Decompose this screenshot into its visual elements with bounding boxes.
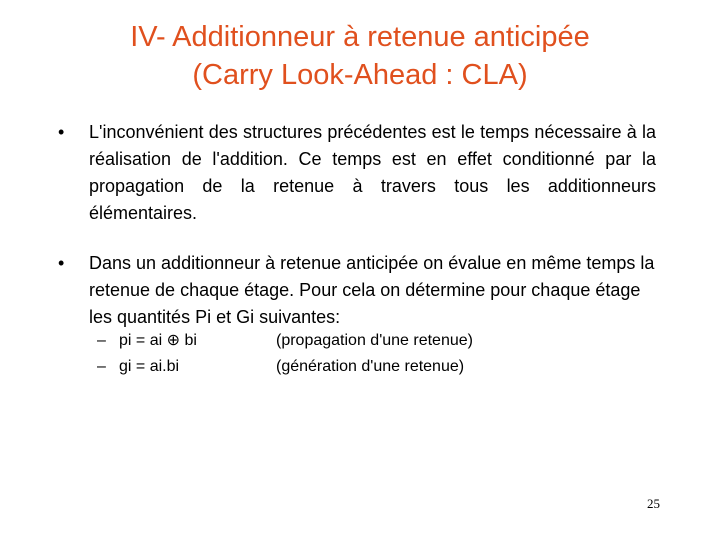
bullet-item (58, 250, 656, 331)
slide-title (60, 18, 660, 94)
formula-gi: gi = ai.bi (119, 358, 180, 375)
sub-item-marker: – (97, 358, 106, 375)
bullet-text: Dans un additionneur à retenue anticipée on évalue en même temps la retenue de chaque étage. Pour cela on détermine pour chaque étage les quantités Pi et Gi suivantes: (89, 253, 655, 327)
sub-item-marker: – (97, 332, 106, 349)
page-number: 25 (647, 496, 660, 511)
slide-title-line-1: IV- Additionneur à retenue anticipée (130, 21, 590, 53)
bullet-text: L'inconvénient des structures précédentes est le temps nécessaire à la réalisation de l'addition. Ce temps est en effet conditionné par la propagation de la retenue à travers tous les additionneurs élémentaires. (89, 122, 656, 223)
formula-description: (propagation d'une retenue) (276, 332, 473, 349)
bullet-marker: • (58, 122, 65, 142)
slide-title-line-2: (Carry Look-Ahead : CLA) (192, 59, 528, 91)
bullet-item (58, 119, 656, 227)
formula-pi: pi = ai ⊕ bi (119, 332, 197, 349)
formula-description: (génération d'une retenue) (276, 358, 465, 375)
bullet-marker: • (58, 253, 65, 273)
